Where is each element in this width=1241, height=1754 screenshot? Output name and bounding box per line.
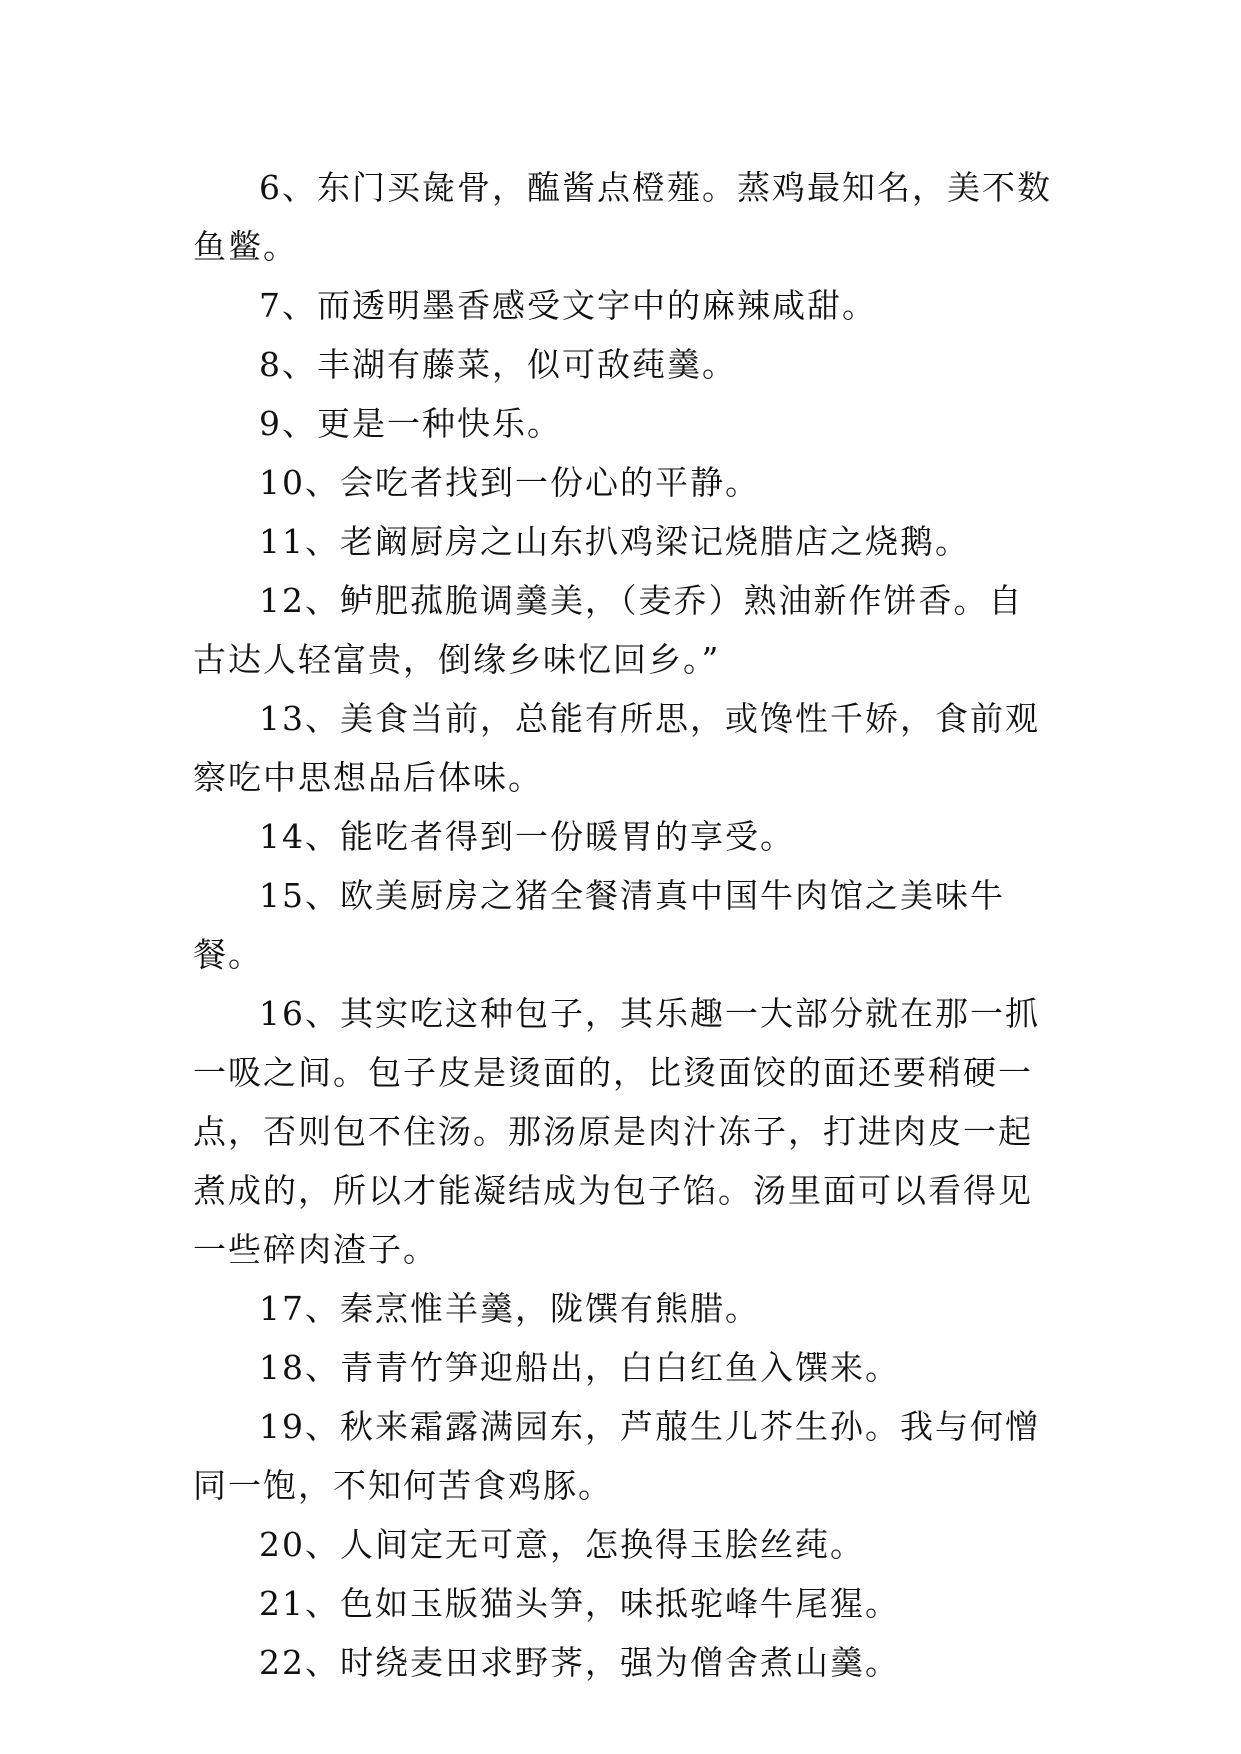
paragraph-10: 10、会吃者找到一份心的平静。 — [259, 463, 760, 502]
paragraph-13: 13、美食当前，总能有所思，或馋性千娇，食前观察吃中思想品后体味。 — [193, 699, 1040, 797]
paragraph-7: 7、而透明墨香感受文字中的麻辣咸甜。 — [259, 286, 877, 325]
paragraph-20: 20、人间定无可意，怎换得玉脍丝莼。 — [259, 1525, 865, 1564]
paragraph-19: 19、秋来霜露满园东，芦菔生儿芥生孙。我与何憎同一饱，不知何苦食鸡豚。 — [193, 1407, 1040, 1505]
paragraph-14: 14、能吃者得到一份暖胃的享受。 — [259, 817, 795, 856]
paragraph-22: 22、时绕麦田求野荠，强为僧舍煮山羹。 — [259, 1643, 900, 1682]
paragraph-11: 11、老阚厨房之山东扒鸡梁记烧腊店之烧鹅。 — [259, 522, 970, 561]
paragraph-18: 18、青青竹笋迎船出，白白红鱼入馔来。 — [259, 1348, 900, 1387]
paragraph-16: 16、其实吃这种包子，其乐趣一大部分就在那一抓一吸之间。包子皮是烫面的，比烫面饺的面还要稍硬一点，否则包不住汤。那汤原是肉汁冻子，打进肉皮一起煮成的，所以才能凝结成为包子馅。汤里面可以看得见一些碎肉渣子。 — [193, 994, 1040, 1269]
paragraph-6: 6、东门买彘骨，醢酱点橙薤。蒸鸡最知名，美不数鱼鳖。 — [193, 168, 1052, 266]
paragraph-9: 9、更是一种快乐。 — [259, 404, 562, 443]
paragraph-15: 15、欧美厨房之猪全餐清真中国牛肉馆之美味牛餐。 — [193, 876, 1005, 974]
paragraph-17: 17、秦烹惟羊羹，陇馔有熊腊。 — [259, 1289, 760, 1328]
paragraph-8: 8、丰湖有藤菜，似可敌莼羹。 — [259, 345, 737, 384]
paragraph-21: 21、色如玉版猫头笋，味抵驼峰牛尾猩。 — [259, 1584, 900, 1623]
paragraph-12: 12、鲈肥菰脆调羹美，（麦乔）熟油新作饼香。自古达人轻富贵，倒缘乡味忆回乡。” — [193, 581, 1024, 679]
document-body — [193, 158, 1053, 1692]
